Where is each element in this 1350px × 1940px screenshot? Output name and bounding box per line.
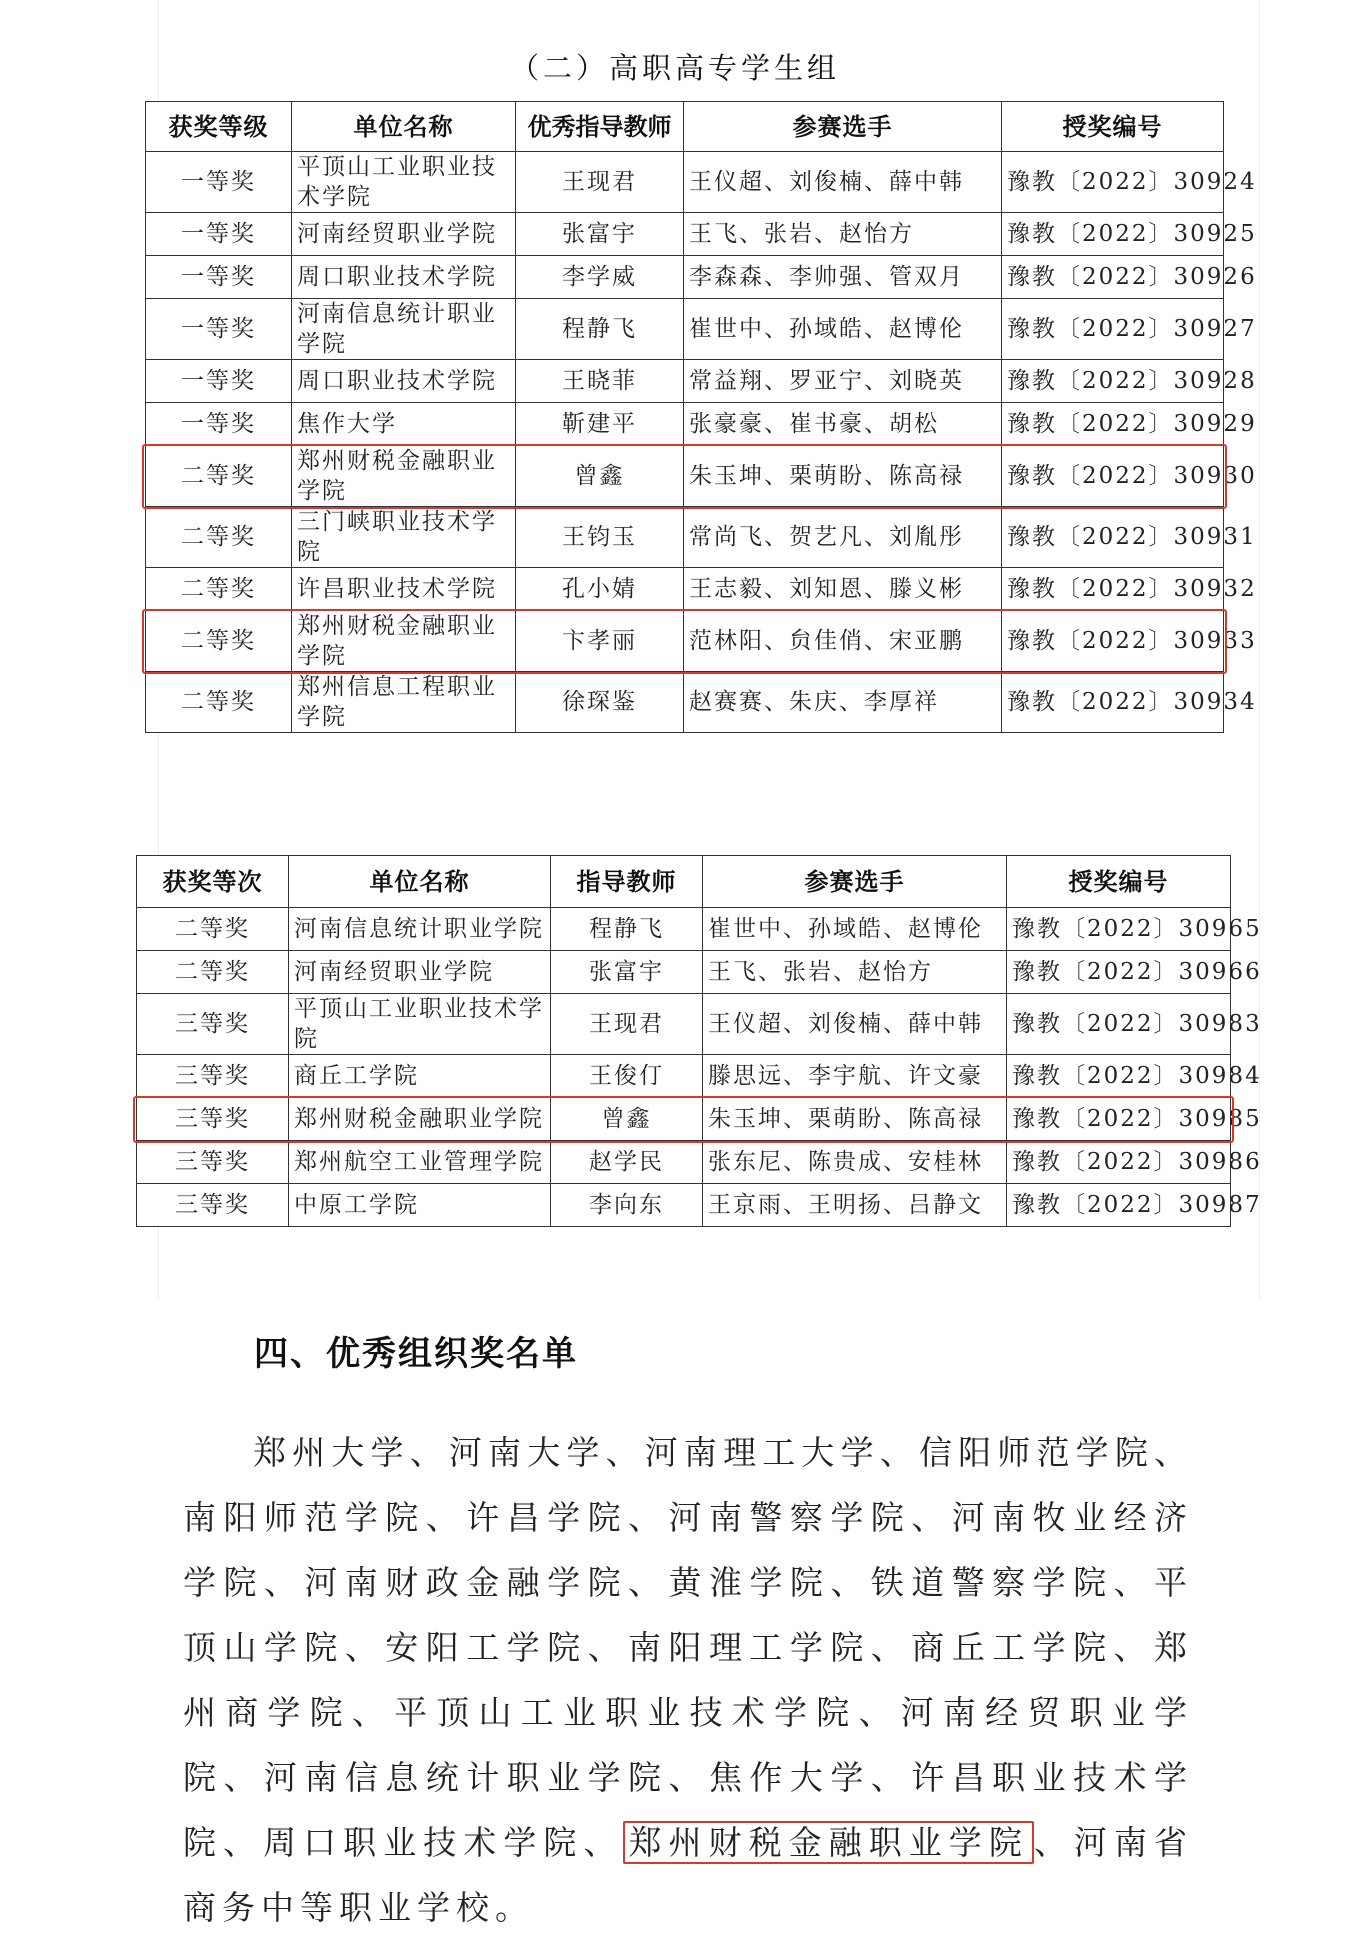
unit-cell: 郑州财税金融职业学院 <box>289 1098 551 1141</box>
rank-cell: 一等奖 <box>146 403 292 446</box>
award-code-cell: 豫教〔2022〕30986 <box>1007 1141 1231 1184</box>
teacher-cell: 孔小婧 <box>516 568 684 611</box>
table-row <box>137 1141 1231 1184</box>
teacher-cell: 卞孝丽 <box>516 611 684 672</box>
players-cell: 王仪超、刘俊楠、薛中韩 <box>684 152 1002 213</box>
award-table-1 <box>145 101 1257 733</box>
players-cell: 王京雨、王明扬、吕静文 <box>703 1184 1007 1227</box>
rank-cell: 二等奖 <box>146 507 292 568</box>
table-row <box>146 256 1224 299</box>
teacher-cell: 程静飞 <box>551 908 703 951</box>
rank-cell: 二等奖 <box>146 446 292 507</box>
players-cell: 王仪超、刘俊楠、薛中韩 <box>703 994 1007 1055</box>
players-cell: 李森森、李帅强、管双月 <box>684 256 1002 299</box>
unit-cell: 郑州信息工程职业学院 <box>292 672 516 733</box>
table-row <box>146 446 1224 507</box>
teacher-cell: 靳建平 <box>516 403 684 446</box>
table-row <box>146 213 1224 256</box>
header-rank: 获奖等次 <box>137 856 289 908</box>
teacher-cell: 赵学民 <box>551 1141 703 1184</box>
table-row <box>146 568 1224 611</box>
rank-cell: 一等奖 <box>146 213 292 256</box>
rank-cell: 三等奖 <box>137 1098 289 1141</box>
players-cell: 张东尼、陈贵成、安桂林 <box>703 1141 1007 1184</box>
table-row <box>137 951 1231 994</box>
unit-cell: 周口职业技术学院 <box>292 256 516 299</box>
rank-cell: 一等奖 <box>146 152 292 213</box>
teacher-cell: 李向东 <box>551 1184 703 1227</box>
teacher-cell: 王俊仃 <box>551 1055 703 1098</box>
section-heading: 四、优秀组织奖名单 <box>254 1334 578 1374</box>
header-teacher: 优秀指导教师 <box>516 102 684 152</box>
players-cell: 范林阳、贠佳俏、宋亚鹏 <box>684 611 1002 672</box>
award-code-cell: 豫教〔2022〕30930 <box>1002 446 1224 507</box>
award-code-cell: 豫教〔2022〕30925 <box>1002 213 1224 256</box>
header-unit: 单位名称 <box>289 856 551 908</box>
teacher-cell: 王钧玉 <box>516 507 684 568</box>
rank-cell: 一等奖 <box>146 299 292 360</box>
players-cell: 朱玉坤、栗萌盼、陈高禄 <box>684 446 1002 507</box>
table-row <box>137 1055 1231 1098</box>
header-players: 参赛选手 <box>684 102 1002 152</box>
teacher-cell: 张富宇 <box>551 951 703 994</box>
rank-cell: 三等奖 <box>137 1055 289 1098</box>
unit-cell: 河南经贸职业学院 <box>292 213 516 256</box>
table-row <box>137 1184 1231 1227</box>
rank-cell: 二等奖 <box>146 611 292 672</box>
unit-cell: 郑州航空工业管理学院 <box>289 1141 551 1184</box>
award-code-cell: 豫教〔2022〕30933 <box>1002 611 1224 672</box>
award-code-cell: 豫教〔2022〕30932 <box>1002 568 1224 611</box>
header-rank: 获奖等级 <box>146 102 292 152</box>
players-cell: 王志毅、刘知恩、滕义彬 <box>684 568 1002 611</box>
award-code-cell: 豫教〔2022〕30966 <box>1007 951 1231 994</box>
award-code-cell: 豫教〔2022〕30985 <box>1007 1098 1231 1141</box>
header-code: 授奖编号 <box>1007 856 1231 908</box>
teacher-cell: 曾鑫 <box>516 446 684 507</box>
players-cell: 崔世中、孙域皓、赵博伦 <box>684 299 1002 360</box>
table-header-row <box>146 102 1224 152</box>
org-list-end: 、河南省商务中等职业学校。 <box>183 1823 1194 1927</box>
table-row <box>146 360 1224 403</box>
rank-cell: 二等奖 <box>137 908 289 951</box>
rank-cell: 三等奖 <box>137 1141 289 1184</box>
unit-cell: 平顶山工业职业技术学院 <box>292 152 516 213</box>
header-teacher: 指导教师 <box>551 856 703 908</box>
unit-cell: 商丘工学院 <box>289 1055 551 1098</box>
teacher-cell: 徐琛鉴 <box>516 672 684 733</box>
group-title: （二）高职高专学生组 <box>509 51 840 85</box>
teacher-cell: 张富宇 <box>516 213 684 256</box>
award-code-cell: 豫教〔2022〕30931 <box>1002 507 1224 568</box>
unit-cell: 焦作大学 <box>292 403 516 446</box>
header-code: 授奖编号 <box>1002 102 1224 152</box>
header-unit: 单位名称 <box>292 102 516 152</box>
rank-cell: 一等奖 <box>146 256 292 299</box>
unit-cell: 河南经贸职业学院 <box>289 951 551 994</box>
unit-cell: 三门峡职业技术学院 <box>292 507 516 568</box>
table-row <box>146 403 1224 446</box>
unit-cell: 河南信息统计职业学院 <box>289 908 551 951</box>
teacher-cell: 王现君 <box>551 994 703 1055</box>
players-cell: 王飞、张岩、赵怡方 <box>703 951 1007 994</box>
unit-cell: 许昌职业技术学院 <box>292 568 516 611</box>
teacher-cell: 李学威 <box>516 256 684 299</box>
players-cell: 常益翔、罗亚宁、刘晓英 <box>684 360 1002 403</box>
award-code-cell: 豫教〔2022〕30965 <box>1007 908 1231 951</box>
table-row <box>146 299 1224 360</box>
players-cell: 滕思远、李宇航、许文豪 <box>703 1055 1007 1098</box>
award-table-2 <box>136 855 1262 1227</box>
unit-cell: 平顶山工业职业技术学院 <box>289 994 551 1055</box>
table-row <box>137 994 1231 1055</box>
teacher-cell: 程静飞 <box>516 299 684 360</box>
unit-cell: 河南信息统计职业学院 <box>292 299 516 360</box>
table-header-row <box>137 856 1231 908</box>
organization-award-list <box>183 1420 1193 1940</box>
header-players: 参赛选手 <box>703 856 1007 908</box>
award-code-cell: 豫教〔2022〕30984 <box>1007 1055 1231 1098</box>
rank-cell: 三等奖 <box>137 994 289 1055</box>
award-code-cell: 豫教〔2022〕30926 <box>1002 256 1224 299</box>
org-list-text: 郑州大学、河南大学、河南理工大学、信阳师范学院、南阳师范学院、许昌学院、河南警察学院、河南牧业经济学院、河南财政金融学院、黄淮学院、铁道警察学院、平顶山学院、安阳工学院、南阳理工学院、商丘工学院、郑州商学院、平顶山工业职业技术学院、河南经贸职业学院、河南信息统计职业学院、焦作大学、许昌职业技术学院、周口职业技术学院、 <box>183 1433 1193 1862</box>
award-code-cell: 豫教〔2022〕30929 <box>1002 403 1224 446</box>
award-code-cell: 豫教〔2022〕30934 <box>1002 672 1224 733</box>
rank-cell: 二等奖 <box>146 672 292 733</box>
rank-cell: 三等奖 <box>137 1184 289 1227</box>
players-cell: 常尚飞、贺艺凡、刘胤彤 <box>684 507 1002 568</box>
award-code-cell: 豫教〔2022〕30924 <box>1002 152 1224 213</box>
award-code-cell: 豫教〔2022〕30983 <box>1007 994 1231 1055</box>
unit-cell: 郑州财税金融职业学院 <box>292 446 516 507</box>
unit-cell: 中原工学院 <box>289 1184 551 1227</box>
unit-cell: 周口职业技术学院 <box>292 360 516 403</box>
players-cell: 赵赛赛、朱庆、李厚祥 <box>684 672 1002 733</box>
table-row <box>146 672 1224 733</box>
table-row <box>137 908 1231 951</box>
table-row <box>137 1098 1231 1141</box>
unit-cell: 郑州财税金融职业学院 <box>292 611 516 672</box>
teacher-cell: 王晓菲 <box>516 360 684 403</box>
rank-cell: 一等奖 <box>146 360 292 403</box>
award-code-cell: 豫教〔2022〕30987 <box>1007 1184 1231 1227</box>
rank-cell: 二等奖 <box>137 951 289 994</box>
table-row <box>146 152 1224 213</box>
award-code-cell: 豫教〔2022〕30927 <box>1002 299 1224 360</box>
rank-cell: 二等奖 <box>146 568 292 611</box>
award-code-cell: 豫教〔2022〕30928 <box>1002 360 1224 403</box>
table-row <box>146 507 1224 568</box>
players-cell: 朱玉坤、栗萌盼、陈高禄 <box>703 1098 1007 1141</box>
teacher-cell: 曾鑫 <box>551 1098 703 1141</box>
players-cell: 张豪豪、崔书豪、胡松 <box>684 403 1002 446</box>
players-cell: 崔世中、孙域皓、赵博伦 <box>703 908 1007 951</box>
players-cell: 王飞、张岩、赵怡方 <box>684 213 1002 256</box>
table-row <box>146 611 1224 672</box>
highlighted-institution: 郑州财税金融职业学院 <box>623 1821 1033 1864</box>
teacher-cell: 王现君 <box>516 152 684 213</box>
